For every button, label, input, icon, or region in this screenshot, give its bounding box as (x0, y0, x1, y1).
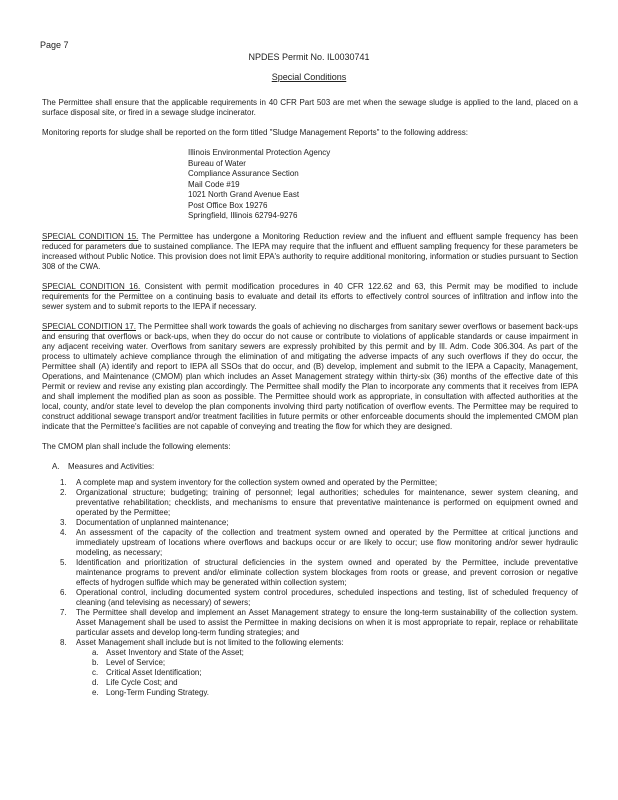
section-a-title: Measures and Activities: (68, 461, 155, 471)
item-text: Documentation of unplanned maintenance; (76, 517, 229, 527)
mailing-address (188, 148, 578, 222)
cmom-intro: The CMOM plan shall include the following elements: (42, 441, 231, 451)
item-text: A complete map and system inventory for the collection system owned and operated by the Permittee; (76, 477, 438, 487)
condition-15-label: SPECIAL CONDITION 15. (42, 231, 139, 241)
section-a-heading (52, 462, 578, 472)
item-number: 2. (60, 487, 67, 497)
address-line: Springfield, Illinois 62794-9276 (188, 211, 298, 220)
item-number: 6. (60, 587, 67, 597)
item-text: Operational control, including documented system control procedures, scheduled inspections and testing, list of scheduled frequency of cleaning (and televising as necessary) of sewers; (76, 587, 578, 607)
special-condition-16 (42, 282, 578, 312)
sub-list-item (92, 688, 578, 698)
sub-item-text: Asset Inventory and State of the Asset; (106, 647, 244, 657)
condition-17-label: SPECIAL CONDITION 17. (42, 321, 137, 331)
address-line: Post Office Box 19276 (188, 200, 268, 210)
item-number: 3. (60, 517, 67, 527)
condition-17-text: The Permittee shall work towards the goals of achieving no discharges from sanitary sewer overflows or basement back-ups and ensuring that overflows or back-ups, when they do occur do not cause or contribute to violations of applicable standards or cause impairment in any adjacent receiving water. Overflows from sanitary sewers are expressly prohibited by this permit and by Ill. Adm. Code 306.304. As part of the process to ultimately achieve compliance through the elimination of and mitigating the adverse impacts of any such overflows if they do occur, the Permittee shall (A) identify and report to IEPA all SSOs that do occur, and (B) develop, implement and submit to the IEPA a Capacity, Management, Operations, and Maintenance (CMOM) plan which includes an Asset Management strategy within thirty-six (36) months of the effective date of this Permit or review and revise any existing plan accordingly. The Permittee shall modify the Plan to incorporate any comments that it receives from IEPA and shall implement the modified plan as soon as possible. The Permittee should work as appropriate, in consultation with affected authorities at the local, county, and/or state level to develop the plan components involving third party notification of overflow events. The Permittee may be required to construct additional sewage transport and/or treatment facilities in future permits or other enforceable documents should the implemented CMOM plan indicate that the Permittee's facilities are not capable of conveying and treating the flow for which they are designed. (42, 321, 579, 431)
page-number: Page 7 (40, 40, 69, 50)
list-item (60, 588, 578, 608)
asset-management-elements (76, 648, 578, 698)
item-number: 5. (60, 557, 67, 567)
sub-item-letter: e. (92, 687, 99, 697)
item-number: 4. (60, 527, 67, 537)
document-body (42, 98, 578, 698)
list-item (60, 488, 578, 518)
item-number: 7. (60, 607, 67, 617)
list-item (60, 608, 578, 638)
sub-item-text: Life Cycle Cost; and (106, 677, 178, 687)
sub-item-text: Long-Term Funding Strategy. (106, 687, 210, 697)
sub-list-item (92, 658, 578, 668)
address-line: Mail Code #19 (188, 179, 240, 189)
sub-item-letter: b. (92, 657, 99, 667)
list-item (60, 518, 578, 528)
item-text: An assessment of the capacity of the collection and treatment system owned and operated by the Permittee at critical junctions and immediately upstream of locations where overflows and backups occur or are likely to occur; use flow monitoring and/or sewer hydraulic modeling, as necessary; (76, 527, 578, 557)
item-text: Asset Management shall include but is not limited to the following elements: (76, 637, 344, 647)
item-text: Identification and prioritization of structural deficiencies in the system owned and operated by the Permittee, include preventative maintenance programs to prevent and/or eliminate collection system blockages from roots or grease, and prevent corrosion or negative effects of hydrogen sulfide which may be generated within collection system; (76, 557, 578, 587)
list-item (60, 558, 578, 588)
item-text: The Permittee shall develop and implement an Asset Management strategy to ensure the long-term sustainability of the collection system. Asset Management shall be used to assist the Permittee in making decisions on when it is most appropriate to repair, replace or rehabilitate particular assets and develop long-term funding strategies; and (76, 607, 578, 637)
special-condition-17 (42, 322, 578, 432)
sub-item-text: Level of Service; (106, 657, 166, 667)
section-a-label: A. (52, 461, 60, 471)
special-condition-15 (42, 232, 578, 272)
item-number: 1. (60, 477, 67, 487)
address-line: Bureau of Water (188, 158, 246, 168)
section-title: Special Conditions (271, 72, 347, 82)
permit-number: NPDES Permit No. IL0030741 (248, 52, 370, 62)
address-line: Illinois Environmental Protection Agency (188, 148, 331, 157)
condition-16-text: Consistent with permit modification procedures in 40 CFR 122.62 and 63, this Permit may be modified to include requirements for the Permittee on a continuing basis to evaluate and detail its efforts to effectively control sources of infiltration and inflow into the sewer system and to submit reports to the IEPA if necessary. (42, 281, 578, 311)
item-text: Organizational structure; budgeting; training of personnel; legal authorities; schedules for maintenance, sewer system cleaning, and preventative rehabilitation; checklists, and mechanisms to ensure that preventative maintenance is performed on equipment owned and operated by the Permittee; (76, 487, 578, 517)
sub-list-item (92, 648, 578, 658)
paragraph-part503: The Permittee shall ensure that the applicable requirements in 40 CFR Part 503 are met when the sewage sludge is applied to the land, placed on a surface disposal site, or fired in a sewage sludge incinerator. (42, 98, 578, 117)
paragraph-monitoring-reports: Monitoring reports for sludge shall be reported on the form titled "Sludge Management Reports" to the following address: (42, 128, 468, 137)
address-line: 1021 North Grand Avenue East (188, 190, 300, 199)
sub-item-text: Critical Asset Identification; (106, 667, 202, 677)
sub-item-letter: c. (92, 667, 99, 677)
sub-item-letter: d. (92, 677, 99, 687)
sub-list-item (92, 678, 578, 688)
sub-item-letter: a. (92, 647, 99, 657)
sub-list-item (92, 668, 578, 678)
condition-16-label: SPECIAL CONDITION 16. (42, 281, 141, 291)
list-item (60, 478, 578, 488)
measures-list (42, 478, 578, 698)
list-item (60, 638, 578, 698)
address-line: Compliance Assurance Section (188, 169, 299, 178)
item-number: 8. (60, 637, 67, 647)
list-item (60, 528, 578, 558)
condition-15-text: The Permittee has undergone a Monitoring Reduction review and the influent and effluent sample frequency has been reduced for parameters due to sustained compliance. The IEPA may require that the influent and effluent sampling frequency for these parameters be increased without Public Notice. This provision does not limit EPA's authority to require additional monitoring, information or studies pursuant to Section 308 of the CWA. (42, 231, 579, 271)
